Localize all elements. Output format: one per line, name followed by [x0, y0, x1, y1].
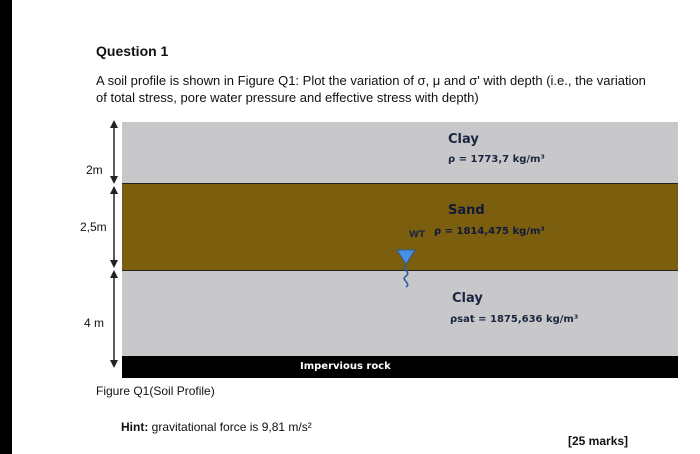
water-table-label: WT — [409, 230, 426, 240]
layer-density-clay-bottom: ρsat = 1875,636 kg/m³ — [450, 314, 579, 325]
layer-density-clay-top: ρ = 1773,7 kg/m³ — [448, 154, 545, 165]
question-title: Question 1 — [96, 43, 169, 59]
layer-density-sand: ρ = 1814,475 kg/m³ — [434, 226, 545, 237]
question-text: A soil profile is shown in Figure Q1: Plot the variation of σ, μ and σ' with depth (i.e., the variation of total stress, pore water pressure and effective stress with depth) — [96, 73, 646, 105]
impervious-rock-label: Impervious rock — [300, 361, 391, 372]
thickness-label-sand: 2,5m — [80, 220, 107, 234]
hint-line — [121, 420, 312, 434]
left-edge-strip — [0, 0, 12, 454]
hint-text: gravitational force is 9,81 m/s² — [151, 420, 312, 434]
hint-label: Hint: — [121, 420, 149, 434]
thickness-label-clay-top: 2m — [86, 163, 103, 177]
layer-name-sand: Sand — [448, 203, 485, 218]
figure-caption: Figure Q1(Soil Profile) — [96, 384, 215, 398]
layer-boundary-line — [122, 183, 678, 184]
layer-name-clay-bottom: Clay — [452, 291, 483, 306]
clay-layer-top — [122, 122, 678, 184]
thickness-label-clay-bottom: 4 m — [84, 316, 105, 330]
layer-name-clay-top: Clay — [448, 132, 479, 147]
impervious-rock-layer — [122, 356, 678, 378]
water-table-icon — [395, 248, 417, 288]
depth-dimension-arrows — [100, 118, 130, 382]
marks-label: [25 marks] — [568, 434, 629, 448]
